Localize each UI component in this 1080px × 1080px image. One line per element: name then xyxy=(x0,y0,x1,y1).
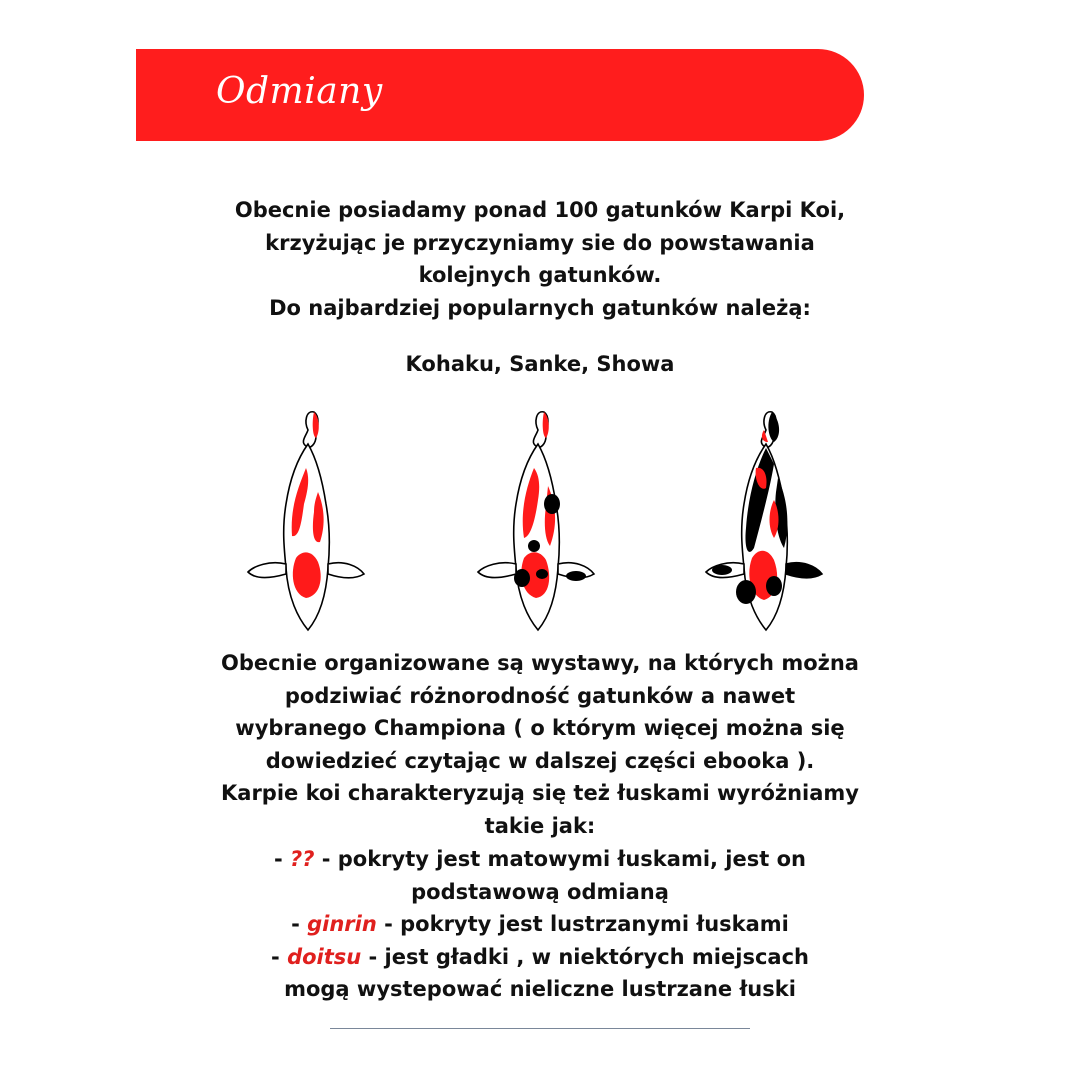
showa-koi-icon xyxy=(704,408,824,633)
list-item-continuation: mogą wystepować nieliczne lustrzane łuski xyxy=(284,977,796,1001)
scale-term: ginrin xyxy=(307,912,377,936)
paragraph-line: Obecnie organizowane są wystawy, na których można xyxy=(221,651,859,675)
scale-term: doitsu xyxy=(287,944,362,969)
paragraph-line: dowiedzieć czytając w dalszej części ebooka ). xyxy=(265,748,815,773)
paragraph-line: takie jak: xyxy=(484,813,596,838)
list-item-continuation: podstawową odmianą xyxy=(411,879,669,904)
paragraph-line: Karpie koi charakteryzują się też łuskami wyróżniamy xyxy=(221,781,859,805)
page-title: Odmiany xyxy=(216,71,383,112)
sanke-koi-icon xyxy=(476,408,596,633)
intro-line: krzyżując je przyczyniamy sie do powstawania xyxy=(265,230,815,255)
list-item: - ?? - pokryty jest matowymi łuskami, jest on xyxy=(274,847,806,871)
list-item: - doitsu - jest gładki , w niektórych miejscach xyxy=(271,944,809,969)
intro-line: Do najbardziej popularnych gatunków należą: xyxy=(269,295,811,320)
popular-varieties: Kohaku, Sanke, Showa xyxy=(405,352,675,376)
intro-line: Obecnie posiadamy ponad 100 gatunków Karpi Koi, xyxy=(234,198,846,222)
koi-illustrations xyxy=(0,408,1080,633)
intro-paragraph xyxy=(140,194,940,324)
exhibitions-paragraph xyxy=(160,647,920,842)
scale-types-list xyxy=(160,843,920,1006)
header-banner xyxy=(136,49,864,141)
list-item: - ginrin - pokryty jest lustrzanymi łuskami xyxy=(291,912,789,936)
intro-line: kolejnych gatunków. xyxy=(418,263,662,287)
scale-term: ?? xyxy=(290,847,315,871)
paragraph-line: wybranego Championa ( o którym więcej można się xyxy=(235,716,845,740)
bottom-divider xyxy=(330,1028,750,1029)
paragraph-line: podziwiać różnorodność gatunków a nawet xyxy=(284,683,796,708)
kohaku-koi-icon xyxy=(246,408,366,633)
